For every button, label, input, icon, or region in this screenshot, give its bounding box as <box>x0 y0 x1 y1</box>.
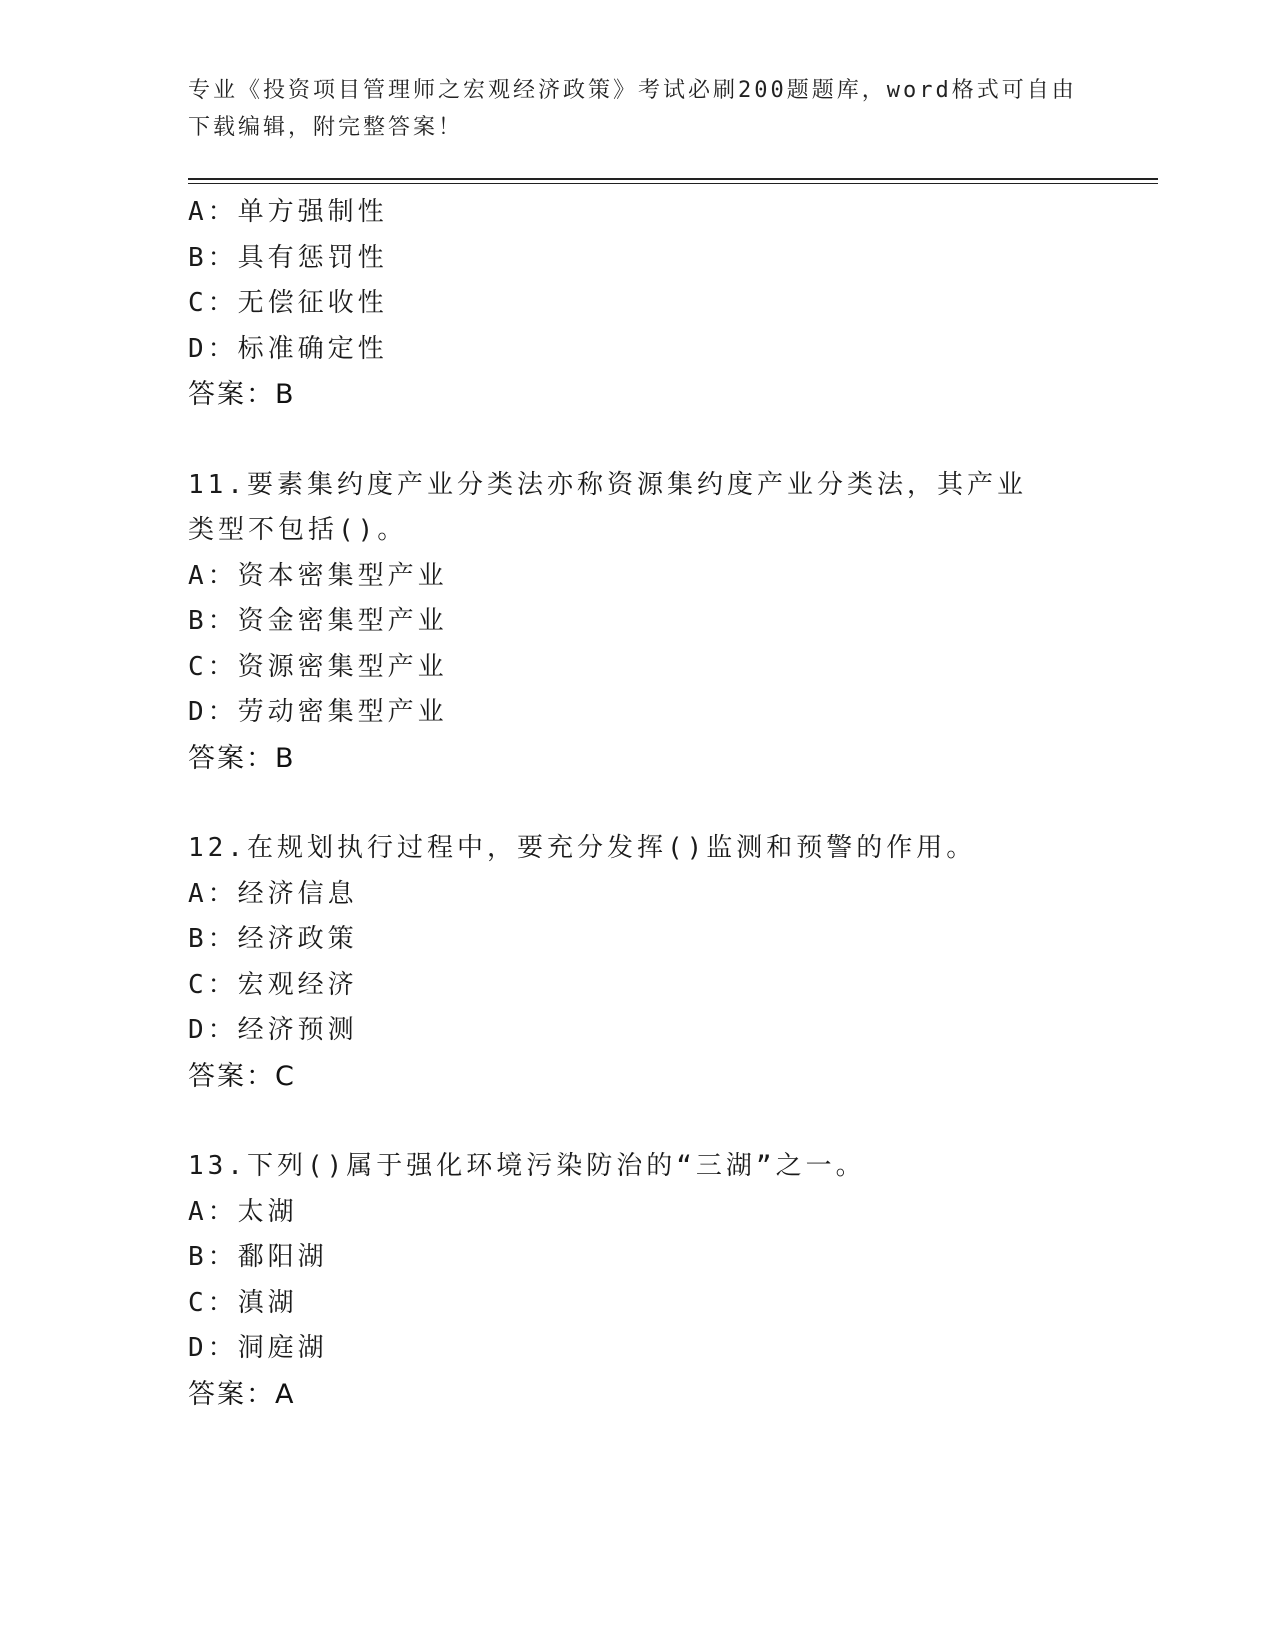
document-header <box>188 72 1088 146</box>
option-c: C：宏观经济 <box>188 969 358 1000</box>
question-text: 13.下列()属于强化环境污染防治的“三湖”之一。 <box>188 1151 866 1181</box>
question-block-12 <box>188 826 1138 1099</box>
question-block-10 <box>188 190 1138 418</box>
option-a: A：单方强制性 <box>188 197 388 227</box>
option-c: C：滇湖 <box>188 1287 298 1318</box>
header-divider-thin <box>188 183 1158 184</box>
header-divider-thick <box>188 178 1158 180</box>
question-block-13 <box>188 1144 1138 1417</box>
option-c: C：资源密集型产业 <box>188 651 448 682</box>
question-block-11 <box>188 463 1138 782</box>
option-d: D：经济预测 <box>188 1015 358 1045</box>
question-spacer <box>188 781 1138 826</box>
option-d: D：洞庭湖 <box>188 1333 328 1363</box>
question-spacer <box>188 418 1138 463</box>
header-title-line-1: 专业《投资项目管理师之宏观经济政策》考试必刷200题题库，word格式可自由 <box>188 78 1077 103</box>
option-d: D：劳动密集型产业 <box>188 697 448 727</box>
answer-label: 答案：B <box>188 379 296 410</box>
answer-label: 答案：A <box>188 1378 296 1410</box>
option-b: B：具有惩罚性 <box>188 242 388 273</box>
question-list <box>188 190 1138 1417</box>
question-text: 11.要素集约度产业分类法亦称资源集约度产业分类法，其产业类型不包括()。 <box>188 469 1027 545</box>
option-a: A：经济信息 <box>188 878 358 909</box>
option-b: B：经济政策 <box>188 924 358 954</box>
option-d: D：标准确定性 <box>188 333 388 364</box>
option-c: C：无偿征收性 <box>188 288 388 318</box>
question-text: 12.在规划执行过程中，要充分发挥()监测和预警的作用。 <box>188 833 977 863</box>
answer-label: 答案：C <box>188 1060 296 1092</box>
header-title-line-2: 下载编辑，附完整答案！ <box>188 115 464 140</box>
answer-label: 答案：B <box>188 742 296 774</box>
option-a: A：太湖 <box>188 1196 298 1227</box>
option-a: A：资本密集型产业 <box>188 560 448 591</box>
question-spacer <box>188 1099 1138 1144</box>
option-b: B：鄱阳湖 <box>188 1242 328 1272</box>
option-b: B：资金密集型产业 <box>188 606 448 636</box>
